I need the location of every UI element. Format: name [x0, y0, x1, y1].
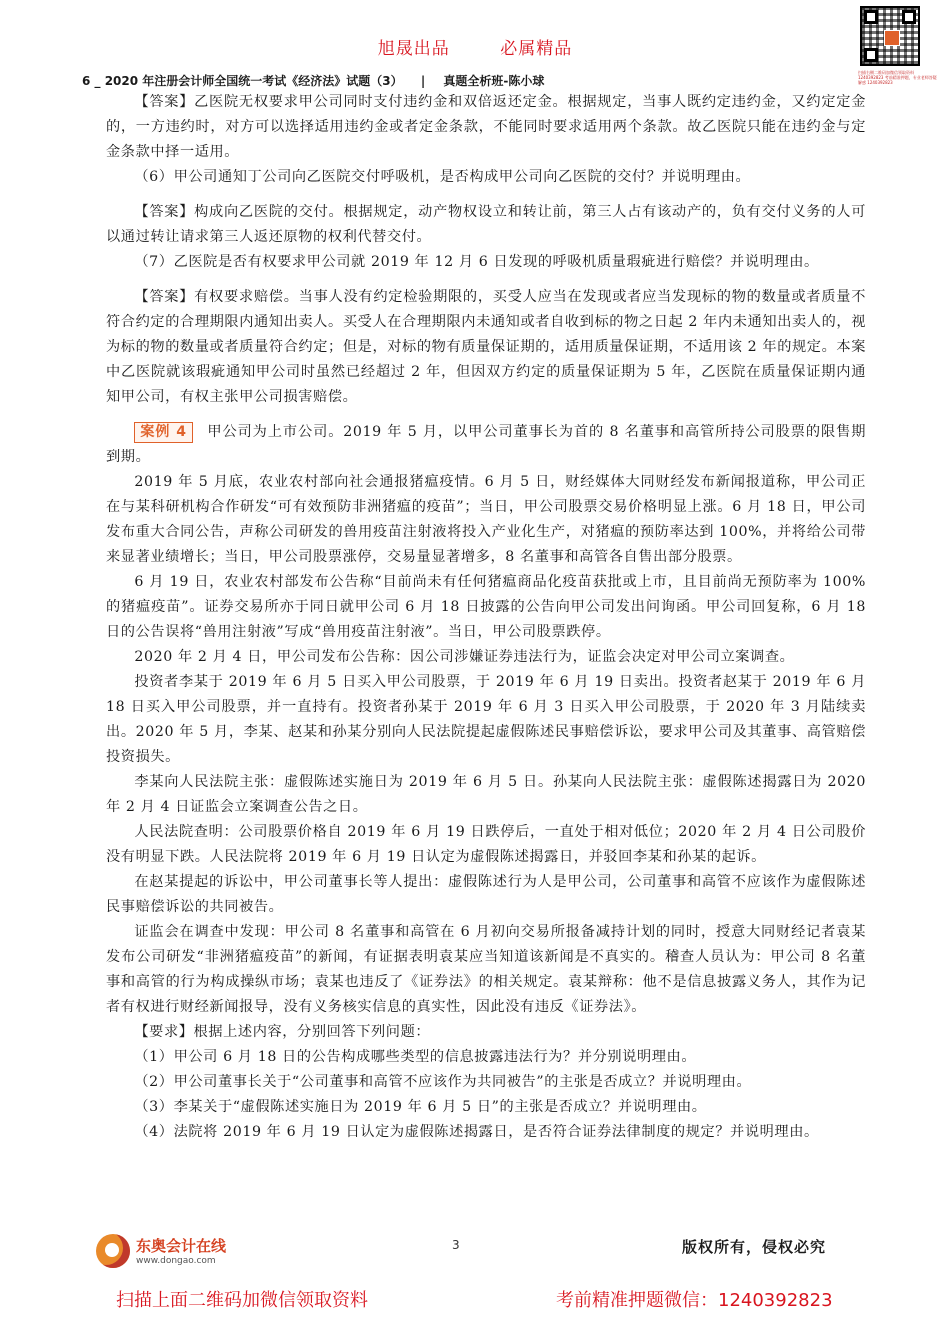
- running-header-title: 6 _ 2020 年注册会计师全国统一考试《经济法》试题（3）: [82, 74, 403, 88]
- case-intro: [106, 420, 866, 470]
- case-paragraph: 人民法院查明：公司股票价格自 2019 年 6 月 19 日跌停后，一直处于相对低位；2020 年 2 月 4 日公司股价没有明显下跌。人民法院将 2019 年 6 月 19 日认定为虚假陈述揭露日，并驳回李某和孙某的起诉。: [106, 824, 866, 865]
- running-header: [82, 72, 544, 89]
- banner-right: 必属精品: [500, 39, 573, 59]
- case-paragraph: 在赵某提起的诉讼中，甲公司董事长等人提出：虚假陈述行为人是甲公司，公司董事和高管不应该作为虚假陈述民事赔偿诉讼的共同被告。: [106, 874, 866, 915]
- page-number: 3: [452, 1238, 460, 1252]
- bottom-promo-right: 考前精准押题微信：1240392823: [556, 1290, 833, 1311]
- footer-logo: [96, 1234, 266, 1270]
- dongao-logo-icon: [96, 1234, 130, 1268]
- case-intro-text: 甲公司为上市公司。2019 年 5 月，以甲公司董事长为首的 8 名董事和高管所持公司股票的限售期到期。: [106, 424, 866, 465]
- page-body: [106, 90, 866, 1145]
- case-paragraph: 李某向人民法院主张：虚假陈述实施日为 2019 年 6 月 5 日。孙某向人民法院主张：虚假陈述揭露日为 2020 年 2 月 4 日证监会立案调查公告之日。: [106, 774, 866, 815]
- bottom-promo-left: 扫描上面二维码加微信领取资料: [116, 1290, 368, 1311]
- case-question: （1）甲公司 6 月 18 日的公告构成哪些类型的信息披露违法行为？并分别说明理由。: [134, 1049, 697, 1065]
- copyright-notice: 版权所有，侵权必究: [682, 1238, 827, 1256]
- top-banner: [0, 34, 950, 59]
- case-paragraph: 证监会在调查中发现：甲公司 8 名董事和高管在 6 月初向交易所报备减持计划的同时，授意大同财经记者袁某发布公司研发“非洲猪瘟疫苗”的新闻，有证据表明袁某应当知道该新闻是不真实的。稽查人员认为：甲公司 8 名董事和高管的行为构成操纵市场；袁某也违反了《证券法》的相关规定。袁某辩称：他不是信息披露义务人，其作为记者有权进行财经新闻报导，没有义务核实信息的真实性，因此没有违反《证券法》。: [106, 924, 866, 1015]
- case-paragraph: 2019 年 5 月底，农业农村部向社会通报猪瘟疫情。6 月 5 日，财经媒体大同财经发布新闻报道称，甲公司正在与某科研机构合作研发“可有效预防非洲猪瘟的疫苗”；当日，甲公司股票交易价格明显上涨。6 月 18 日，甲公司发布重大合同公告，声称公司研发的兽用疫苗注射液将投入产业化生产，对猪瘟的预防率达到 100%，并将给公司带来显著业绩增长；当日，甲公司股票涨停，交易量显著增多，8 名董事和高管各自售出部分股票。: [106, 474, 866, 565]
- qr-code-icon: [860, 6, 920, 66]
- running-header-course: 真题全析班-陈小球: [443, 74, 545, 88]
- case-question: （4）法院将 2019 年 6 月 19 日认定为虚假陈述揭露日，是否符合证券法律制度的规定？并说明理由。: [134, 1124, 819, 1140]
- case-paragraph: 6 月 19 日，农业农村部发布公告称“目前尚未有任何猪瘟商品化疫苗获批或上市，且目前尚无预防率为 100%的猪瘟疫苗”。证券交易所亦于同日就甲公司 6 月 18 日披露的公告向甲公司发出问询函。甲公司回复称，6 月 18 日的公告误将“兽用注射液”写成“兽用疫苗注射液”。当日，甲公司股票跌停。: [106, 574, 866, 640]
- logo-name: 东奥会计在线: [136, 1237, 227, 1255]
- case-paragraph: 2020 年 2 月 4 日，甲公司发布公告称：因公司涉嫌证券违法行为，证监会决定对甲公司立案调查。: [134, 649, 795, 665]
- answer-paragraph: 【答案】乙医院无权要求甲公司同时支付违约金和双倍返还定金。根据规定，当事人既约定违约金，又约定定金的，一方违约时，对方可以选择适用违约金或者定金条款，不能同时要求适用两个条款。故乙医院只能在违约金与定金条款中择一适用。: [106, 94, 866, 160]
- running-header-separator: |: [420, 74, 426, 88]
- answer-paragraph: 【答案】构成向乙医院的交付。根据规定，动产物权设立和转让前，第三人占有该动产的，负有交付义务的人可以通过转让请求第三人返还原物的权利代替交付。: [106, 204, 866, 245]
- question-paragraph: （7）乙医院是否有权要求甲公司就 2019 年 12 月 6 日发现的呼吸机质量瑕疵进行赔偿？并说明理由。: [134, 254, 819, 270]
- answer-paragraph: 【答案】有权要求赔偿。当事人没有约定检验期限的，买受人应当在发现或者应当发现标的物的数量或者质量不符合约定的合理期限内通知出卖人。买受人在合理期限内未通知或者自收到标的物之日起 2 年内未通知出卖人的，视为标的物的数量或者质量符合约定；但是，对标的物有质量保证期的，适用质量保证期，不适用该 2 年的规定。本案中乙医院就该瑕疵通知甲公司时虽然已经超过 2 年，但因双方约定的质量保证期为 5 年，乙医院在质量保证期内通知甲公司，有权主张甲公司损害赔偿。: [106, 289, 866, 405]
- case-question: （2）甲公司董事长关于“公司董事和高管不应该作为共同被告”的主张是否成立？并说明理由。: [134, 1074, 752, 1090]
- question-paragraph: （6）甲公司通知丁公司向乙医院交付呼吸机，是否构成甲公司向乙医院的交付？并说明理由。: [134, 169, 751, 185]
- requirements-heading: 【要求】根据上述内容，分别回答下列问题：: [134, 1024, 431, 1040]
- case-paragraph: 投资者李某于 2019 年 6 月 5 日买入甲公司股票，于 2019 年 6 月 19 日卖出。投资者赵某于 2019 年 6 月 18 日买入甲公司股票，并一直持有。投资者孙某于 2019 年 6 月 3 日买入甲公司股票，于 2020 年 3 月陆续卖出。2020 年 5 月，李某、赵某和孙某分别向人民法院提起虚假陈述民事赔偿诉讼，要求甲公司及其董事、高管赔偿投资损失。: [106, 674, 866, 765]
- case-label: 案例 4: [134, 422, 193, 443]
- case-question: （3）李某关于“虚假陈述实施日为 2019 年 6 月 5 日”的主张是否成立？并说明理由。: [134, 1099, 707, 1115]
- logo-url: www.dongao.com: [136, 1256, 216, 1266]
- banner-left: 旭晟出品: [377, 39, 450, 59]
- qr-note: 扫描右侧二维码加微信领取资料 1240392823 考前精准押题，专业老师答疑解惑 1240392823: [858, 70, 937, 85]
